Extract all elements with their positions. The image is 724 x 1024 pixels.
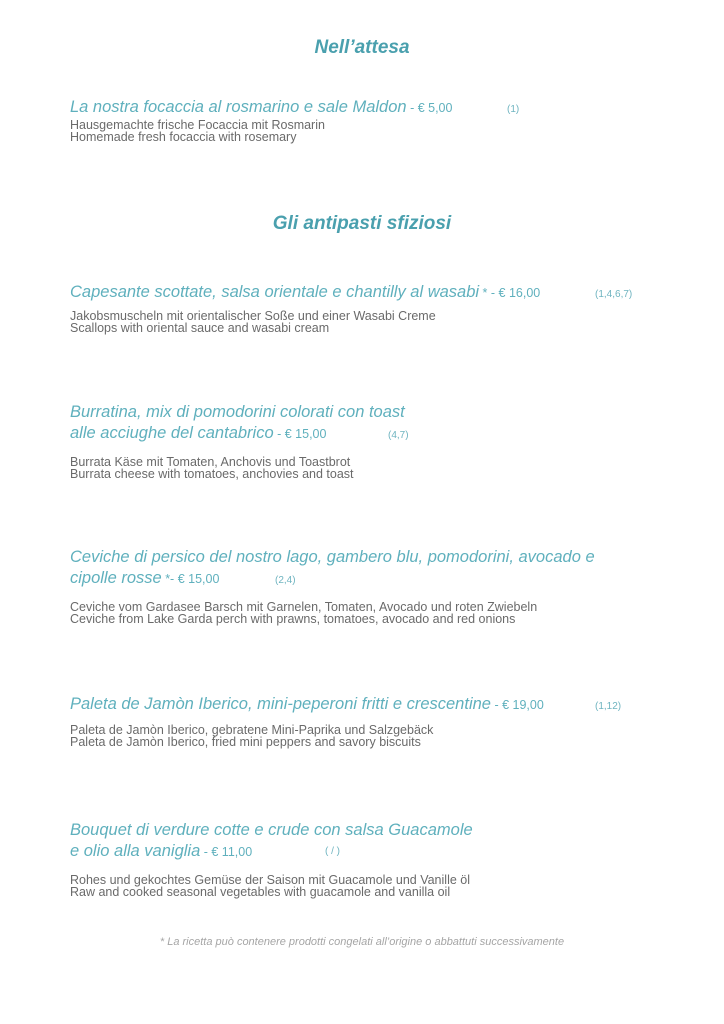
footnote: * La ricetta può contenere prodotti congelati all’origine o abbattuti successivamente xyxy=(159,936,565,948)
dish-name: La nostra focaccia al rosmarino e sale Maldon xyxy=(70,98,407,116)
section-title-nell-attesa: Nell’attesa xyxy=(314,37,410,58)
dish-desc-de: Ceviche vom Gardasee Barsch mit Garnelen, Tomaten, Avocado und roten Zwiebeln xyxy=(70,600,538,614)
allergens-label: (1,12) xyxy=(595,701,622,712)
dish-title-line-1: Burratina, mix di pomodorini colorati con toast xyxy=(70,403,405,421)
dish-separator: - xyxy=(273,427,285,441)
dish-burratina xyxy=(70,402,405,480)
dish-name: alle acciughe del cantabrico xyxy=(70,424,274,442)
dish-desc-en: Scallops with oriental sauce and wasabi cream xyxy=(70,321,330,335)
dish-title-line-1: Ceviche di persico del nostro lago, gambero blu, pomodorini, avocado e xyxy=(70,548,595,566)
allergens-label: (1) xyxy=(507,104,520,115)
dish-title-line-2 xyxy=(70,568,595,590)
dish-desc-en: Burrata cheese with tomatoes, anchovies and toast xyxy=(70,467,354,481)
dish-desc-de: Rohes und gekochtes Gemüse der Saison mit Guacamole und Vanille öl xyxy=(70,873,470,887)
dish-separator: * - xyxy=(479,286,499,300)
dish-separator: - xyxy=(200,845,212,859)
dish-desc-de: Jakobsmuscheln mit orientalischer Soße und einer Wasabi Creme xyxy=(70,309,436,323)
dish-name: e olio alla vaniglia xyxy=(70,842,201,860)
dish-title-line-1: Bouquet di verdure cotte e crude con salsa Guacamole xyxy=(70,821,473,839)
dish-title xyxy=(70,282,540,304)
dish-price: € 16,00 xyxy=(498,286,541,300)
dish-price: € 15,00 xyxy=(177,572,220,586)
dish-desc-en: Raw and cooked seasonal vegetables with guacamole and vanilla oil xyxy=(70,885,451,899)
dish-ceviche xyxy=(70,547,595,625)
dish-desc-de: Burrata Käse mit Tomaten, Anchovis und Toastbrot xyxy=(70,455,351,469)
dish-name: cipolle rosse xyxy=(70,569,162,587)
dish-bouquet xyxy=(70,820,473,898)
dish-price: € 5,00 xyxy=(417,101,453,115)
dish-focaccia xyxy=(70,97,452,143)
allergens-label: (2,4) xyxy=(275,575,296,586)
dish-name: Paleta de Jamòn Iberico, mini-peperoni fritti e crescentine xyxy=(70,695,491,713)
dish-desc-en: Paleta de Jamòn Iberico, fried mini peppers and savory biscuits xyxy=(70,735,421,749)
section-title-antipasti: Gli antipasti sfiziosi xyxy=(272,213,452,234)
dish-paleta xyxy=(70,694,544,748)
dish-desc-de: Hausgemachte frische Focaccia mit Rosmarin xyxy=(70,118,325,132)
dish-price: € 11,00 xyxy=(211,845,253,859)
dish-title-line-2 xyxy=(70,841,473,863)
dish-separator: - xyxy=(490,698,503,712)
dish-name: Capesante scottate, salsa orientale e chantilly al wasabi xyxy=(70,283,480,301)
dish-title-line-2 xyxy=(70,423,405,445)
dish-separator: *- xyxy=(161,572,178,586)
dish-capesante xyxy=(70,282,540,334)
dish-separator: - xyxy=(406,101,418,115)
allergens-label: (4,7) xyxy=(388,430,409,441)
dish-desc-en: Ceviche from Lake Garda perch with prawns, tomatoes, avocado and red onions xyxy=(70,612,516,626)
dish-price: € 19,00 xyxy=(502,698,544,712)
allergens-label: (1,4,6,7) xyxy=(595,289,633,300)
dish-desc-en: Homemade fresh focaccia with rosemary xyxy=(70,130,297,144)
dish-title xyxy=(70,97,452,119)
dish-desc-de: Paleta de Jamòn Iberico, gebratene Mini-Paprika und Salzgebäck xyxy=(70,723,434,737)
allergens-label: ( / ) xyxy=(325,846,340,857)
dish-title xyxy=(70,694,544,716)
dish-price: € 15,00 xyxy=(284,427,327,441)
